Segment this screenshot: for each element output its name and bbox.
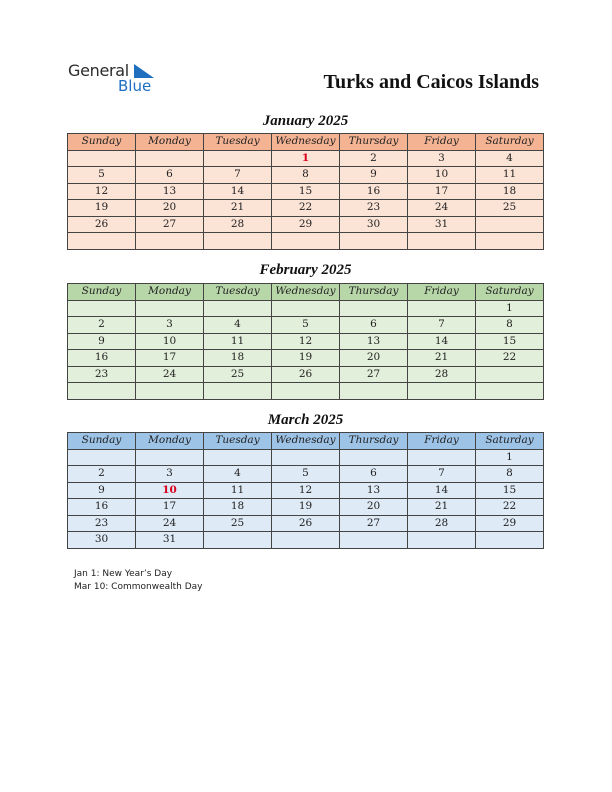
week-row xyxy=(68,333,544,350)
day-cell: 9 xyxy=(68,333,136,350)
day-cell: 7 xyxy=(408,466,476,483)
day-cell: 6 xyxy=(340,317,408,334)
day-cell xyxy=(204,449,272,466)
day-cell: 3 xyxy=(136,466,204,483)
logo-triangle-icon xyxy=(134,64,154,78)
week-row xyxy=(68,216,544,233)
day-cell: 13 xyxy=(340,333,408,350)
month-title-march: March 2025 xyxy=(267,412,344,428)
day-cell: 19 xyxy=(272,499,340,516)
week-row xyxy=(68,150,544,167)
week-row xyxy=(68,167,544,184)
day-cell: 19 xyxy=(68,200,136,217)
day-cell: 29 xyxy=(272,216,340,233)
day-cell: 10 xyxy=(136,482,204,499)
weekday-header: Thursday xyxy=(340,284,408,301)
day-cell: 11 xyxy=(476,167,544,184)
day-cell xyxy=(272,300,340,317)
day-cell: 15 xyxy=(476,333,544,350)
day-cell xyxy=(476,366,544,383)
week-row xyxy=(68,300,544,317)
day-cell: 14 xyxy=(408,482,476,499)
day-cell: 12 xyxy=(272,333,340,350)
day-cell xyxy=(408,383,476,400)
day-cell: 12 xyxy=(68,183,136,200)
day-cell: 29 xyxy=(476,515,544,532)
day-cell: 27 xyxy=(340,366,408,383)
weekday-header: Saturday xyxy=(476,134,544,151)
holiday-notes xyxy=(74,569,203,595)
day-cell: 23 xyxy=(340,200,408,217)
weekday-header: Saturday xyxy=(476,433,544,450)
day-cell: 28 xyxy=(408,366,476,383)
week-row xyxy=(68,449,544,466)
day-cell: 25 xyxy=(204,515,272,532)
day-cell: 5 xyxy=(272,466,340,483)
weekday-header-row xyxy=(68,433,544,450)
day-cell: 24 xyxy=(408,200,476,217)
weekday-header: Sunday xyxy=(68,134,136,151)
country-title: Turks and Caicos Islands xyxy=(323,71,539,93)
day-cell xyxy=(476,233,544,250)
weekday-header: Wednesday xyxy=(272,433,340,450)
weekday-header: Monday xyxy=(136,284,204,301)
day-cell: 10 xyxy=(136,333,204,350)
weekday-header: Tuesday xyxy=(204,134,272,151)
day-cell: 25 xyxy=(204,366,272,383)
day-cell: 31 xyxy=(136,532,204,549)
day-cell: 17 xyxy=(136,499,204,516)
day-cell: 25 xyxy=(476,200,544,217)
day-cell: 21 xyxy=(408,499,476,516)
day-cell: 15 xyxy=(272,183,340,200)
day-cell: 7 xyxy=(408,317,476,334)
day-cell xyxy=(272,532,340,549)
weekday-header: Thursday xyxy=(340,433,408,450)
day-cell xyxy=(68,233,136,250)
day-cell xyxy=(340,383,408,400)
day-cell: 13 xyxy=(136,183,204,200)
day-cell xyxy=(408,300,476,317)
day-cell xyxy=(408,532,476,549)
month-title-february: February 2025 xyxy=(259,262,352,278)
day-cell xyxy=(272,233,340,250)
day-cell xyxy=(136,233,204,250)
day-cell: 27 xyxy=(136,216,204,233)
day-cell xyxy=(408,449,476,466)
week-row xyxy=(68,183,544,200)
day-cell xyxy=(68,150,136,167)
day-cell: 4 xyxy=(204,317,272,334)
day-cell: 18 xyxy=(476,183,544,200)
day-cell xyxy=(272,383,340,400)
weekday-header: Tuesday xyxy=(204,284,272,301)
day-cell: 19 xyxy=(272,350,340,367)
day-cell xyxy=(340,532,408,549)
day-cell: 17 xyxy=(408,183,476,200)
weekday-header-row xyxy=(68,284,544,301)
day-cell: 8 xyxy=(476,317,544,334)
day-cell: 12 xyxy=(272,482,340,499)
day-cell: 18 xyxy=(204,350,272,367)
holiday-note: Jan 1: New Year’s Day xyxy=(74,569,173,579)
week-row xyxy=(68,200,544,217)
week-row xyxy=(68,466,544,483)
week-row xyxy=(68,482,544,499)
day-cell xyxy=(340,449,408,466)
calendar-january xyxy=(67,133,544,250)
day-cell: 4 xyxy=(476,150,544,167)
calendar-march xyxy=(67,432,544,549)
day-cell: 1 xyxy=(272,150,340,167)
week-row xyxy=(68,515,544,532)
day-cell: 4 xyxy=(204,466,272,483)
day-cell xyxy=(340,300,408,317)
calendar-february xyxy=(67,283,544,400)
day-cell: 8 xyxy=(476,466,544,483)
logo-general-text: General xyxy=(68,61,129,80)
weekday-header-row xyxy=(68,134,544,151)
day-cell xyxy=(68,449,136,466)
day-cell: 30 xyxy=(340,216,408,233)
day-cell: 27 xyxy=(340,515,408,532)
day-cell: 3 xyxy=(408,150,476,167)
day-cell: 9 xyxy=(340,167,408,184)
day-cell: 26 xyxy=(272,515,340,532)
day-cell xyxy=(340,233,408,250)
day-cell: 20 xyxy=(136,200,204,217)
day-cell: 28 xyxy=(204,216,272,233)
day-cell: 16 xyxy=(68,350,136,367)
day-cell: 14 xyxy=(204,183,272,200)
day-cell: 26 xyxy=(68,216,136,233)
day-cell: 23 xyxy=(68,366,136,383)
day-cell: 22 xyxy=(476,499,544,516)
day-cell xyxy=(204,150,272,167)
day-cell xyxy=(136,449,204,466)
day-cell: 9 xyxy=(68,482,136,499)
day-cell: 10 xyxy=(408,167,476,184)
day-cell xyxy=(204,300,272,317)
week-row xyxy=(68,383,544,400)
day-cell xyxy=(204,383,272,400)
day-cell: 13 xyxy=(340,482,408,499)
day-cell: 31 xyxy=(408,216,476,233)
week-row xyxy=(68,499,544,516)
weekday-header: Wednesday xyxy=(272,284,340,301)
day-cell: 5 xyxy=(272,317,340,334)
day-cell: 8 xyxy=(272,167,340,184)
day-cell: 21 xyxy=(204,200,272,217)
week-row xyxy=(68,350,544,367)
day-cell: 1 xyxy=(476,449,544,466)
day-cell: 20 xyxy=(340,499,408,516)
day-cell xyxy=(136,150,204,167)
logo xyxy=(68,60,178,100)
weekday-header: Friday xyxy=(408,433,476,450)
weekday-header: Friday xyxy=(408,284,476,301)
day-cell: 24 xyxy=(136,515,204,532)
week-row xyxy=(68,317,544,334)
day-cell xyxy=(476,383,544,400)
day-cell: 11 xyxy=(204,333,272,350)
day-cell: 22 xyxy=(272,200,340,217)
day-cell: 26 xyxy=(272,366,340,383)
day-cell xyxy=(68,383,136,400)
weekday-header: Tuesday xyxy=(204,433,272,450)
day-cell xyxy=(204,233,272,250)
day-cell xyxy=(136,383,204,400)
day-cell: 20 xyxy=(340,350,408,367)
day-cell: 2 xyxy=(68,317,136,334)
day-cell: 11 xyxy=(204,482,272,499)
week-row xyxy=(68,233,544,250)
day-cell: 6 xyxy=(136,167,204,184)
weekday-header: Monday xyxy=(136,134,204,151)
day-cell: 21 xyxy=(408,350,476,367)
weekday-header: Saturday xyxy=(476,284,544,301)
weekday-header: Friday xyxy=(408,134,476,151)
day-cell xyxy=(476,216,544,233)
day-cell: 24 xyxy=(136,366,204,383)
day-cell: 5 xyxy=(68,167,136,184)
weekday-header: Sunday xyxy=(68,433,136,450)
day-cell: 14 xyxy=(408,333,476,350)
day-cell: 15 xyxy=(476,482,544,499)
day-cell: 1 xyxy=(476,300,544,317)
weekday-header: Thursday xyxy=(340,134,408,151)
day-cell xyxy=(476,532,544,549)
day-cell xyxy=(136,300,204,317)
day-cell xyxy=(408,233,476,250)
day-cell: 2 xyxy=(340,150,408,167)
day-cell: 23 xyxy=(68,515,136,532)
day-cell xyxy=(272,449,340,466)
month-title-january: January 2025 xyxy=(262,113,349,129)
week-row xyxy=(68,366,544,383)
day-cell: 2 xyxy=(68,466,136,483)
day-cell: 30 xyxy=(68,532,136,549)
weekday-header: Sunday xyxy=(68,284,136,301)
day-cell: 22 xyxy=(476,350,544,367)
weekday-header: Monday xyxy=(136,433,204,450)
day-cell xyxy=(68,300,136,317)
holiday-note: Mar 10: Commonwealth Day xyxy=(74,582,203,592)
day-cell: 17 xyxy=(136,350,204,367)
day-cell: 16 xyxy=(340,183,408,200)
week-row xyxy=(68,532,544,549)
day-cell xyxy=(204,532,272,549)
day-cell: 3 xyxy=(136,317,204,334)
weekday-header: Wednesday xyxy=(272,134,340,151)
day-cell: 28 xyxy=(408,515,476,532)
day-cell: 7 xyxy=(204,167,272,184)
day-cell: 18 xyxy=(204,499,272,516)
day-cell: 6 xyxy=(340,466,408,483)
day-cell: 16 xyxy=(68,499,136,516)
logo-blue-text: Blue xyxy=(118,77,152,95)
